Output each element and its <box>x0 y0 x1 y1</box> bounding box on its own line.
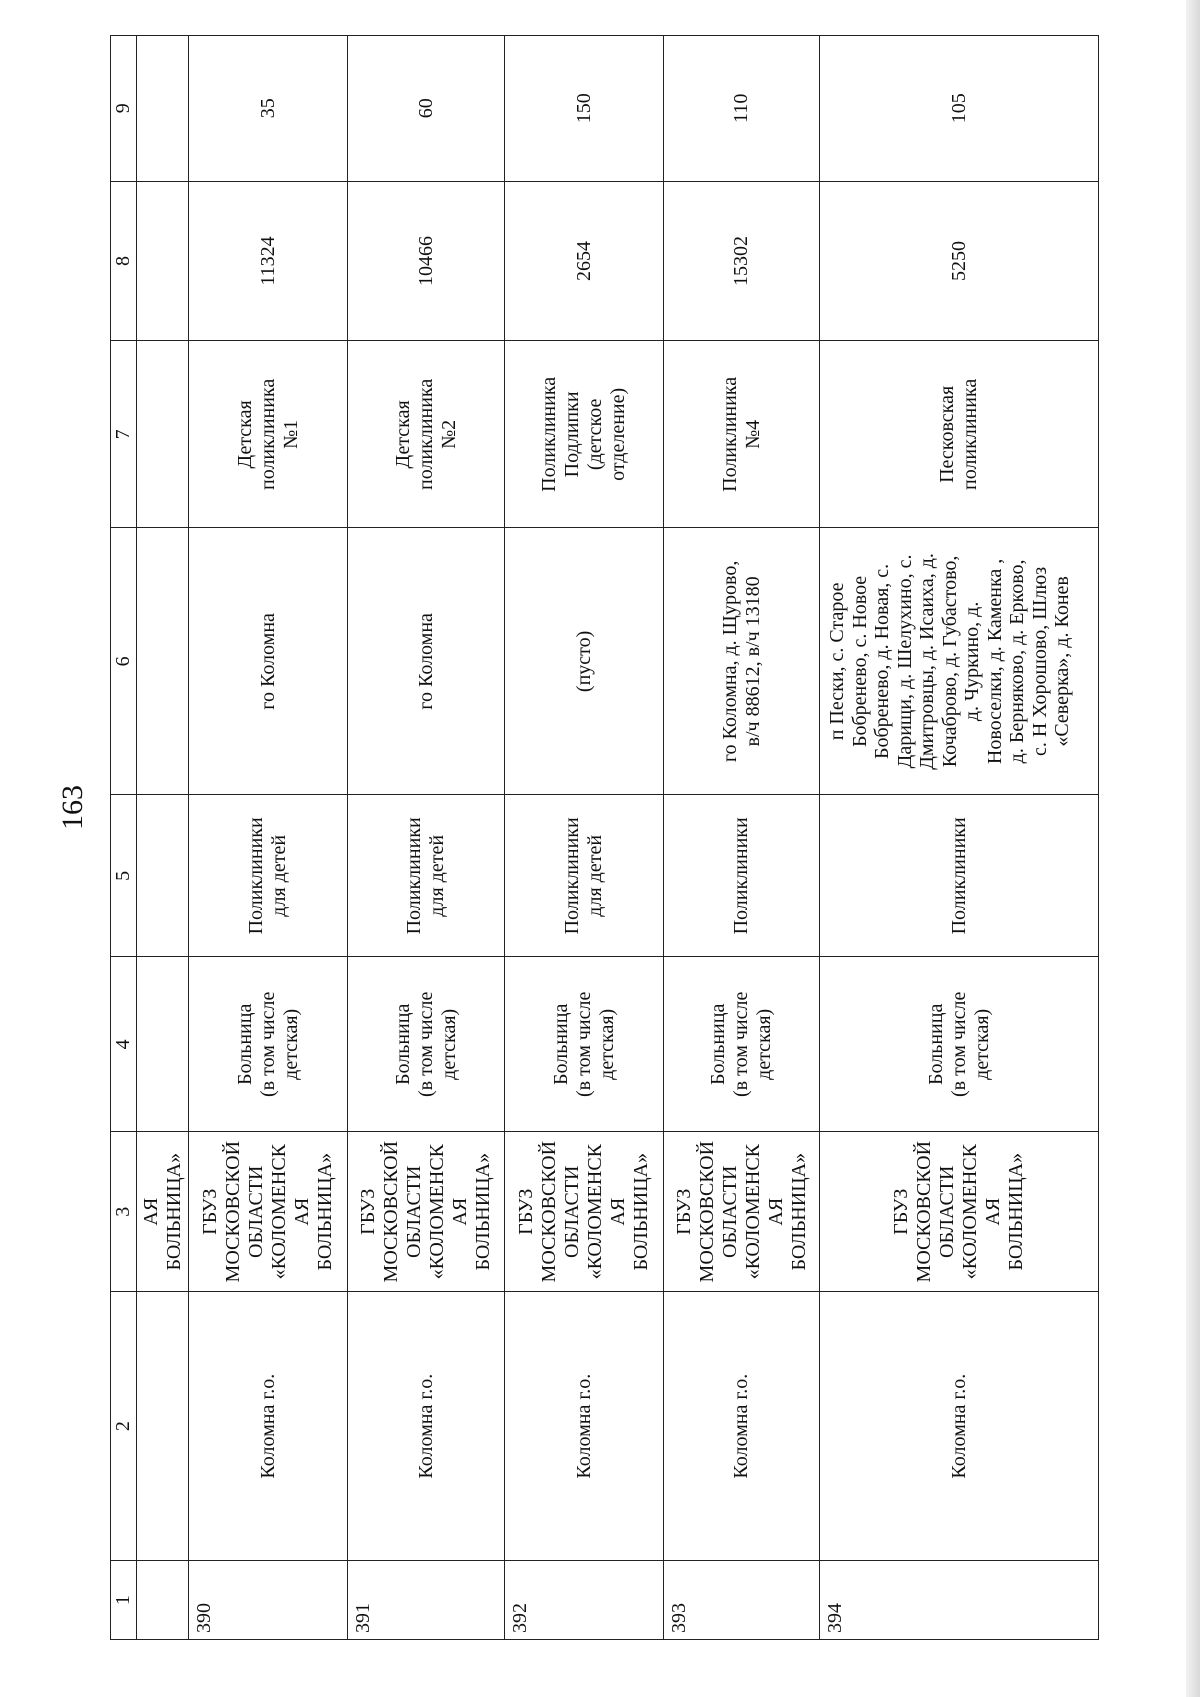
subtype-cell: Поликлиники <box>820 795 1099 957</box>
column-number: 2 <box>111 1292 137 1561</box>
column-number: 3 <box>111 1132 137 1292</box>
value-cell: 110 <box>664 36 820 182</box>
org-cell: ГБУЗ МОСКОВСКОЙ ОБЛАСТИ «КОЛОМЕНСК АЯ БОЛЬНИЦА» <box>348 1132 505 1292</box>
table-row <box>505 36 664 1640</box>
district-cell: Коломна г.о. <box>820 1292 1099 1561</box>
table-row <box>820 36 1099 1640</box>
org-cell: ГБУЗ МОСКОВСКОЙ ОБЛАСТИ «КОЛОМЕНСК АЯ БОЛЬНИЦА» <box>189 1132 348 1292</box>
unit-cell: Детская поликлиника №2 <box>348 341 505 528</box>
continuation-cell <box>137 795 189 957</box>
row-number: 392 <box>505 1561 664 1640</box>
column-number-row <box>111 36 137 1640</box>
unit-cell: Поликлиника Подлипки (детское отделение) <box>505 341 664 528</box>
row-number: 391 <box>348 1561 505 1640</box>
value-cell: 105 <box>820 36 1099 182</box>
value-cell: 35 <box>189 36 348 182</box>
type-cell: Больница (в том числе детская) <box>505 957 664 1132</box>
population-cell: 5250 <box>820 181 1099 341</box>
table-row <box>189 36 348 1640</box>
continuation-cell <box>137 528 189 795</box>
population-cell: 2654 <box>505 181 664 341</box>
district-cell: Коломна г.о. <box>505 1292 664 1561</box>
unit-cell: Детская поликлиника №1 <box>189 341 348 528</box>
population-cell: 11324 <box>189 181 348 341</box>
type-cell: Больница (в том числе детская) <box>189 957 348 1132</box>
org-cell: ГБУЗ МОСКОВСКОЙ ОБЛАСТИ «КОЛОМЕНСК АЯ БОЛЬНИЦА» <box>820 1132 1099 1292</box>
org-cell: ГБУЗ МОСКОВСКОЙ ОБЛАСТИ «КОЛОМЕНСК АЯ БОЛЬНИЦА» <box>664 1132 820 1292</box>
district-cell: Коломна г.о. <box>189 1292 348 1561</box>
address-cell: го Коломна <box>189 528 348 795</box>
value-cell: 150 <box>505 36 664 182</box>
column-number: 5 <box>111 795 137 957</box>
column-number: 1 <box>111 1561 137 1640</box>
column-number: 4 <box>111 957 137 1132</box>
continuation-row <box>137 36 189 1640</box>
continuation-cell <box>137 1561 189 1640</box>
scan-edge <box>1186 0 1200 1697</box>
district-cell: Коломна г.о. <box>664 1292 820 1561</box>
address-cell: п Пески, с. Старое Бобренево, с. Новое Бобренево, д. Новая, с. Дарищи, д. Шелухино, с. Дмитровцы, д. Исаиха, д. Кочаброво, д. Губастово, д. Чуркино, д. Новоселки, д. Каменка , д. Берняково, д. Ерково, с. Н Хорошово, Шлюз «Северка», д. Конев <box>820 528 1099 795</box>
row-number: 393 <box>664 1561 820 1640</box>
page-number: 163 <box>56 785 89 830</box>
district-cell: Коломна г.о. <box>348 1292 505 1561</box>
subtype-cell: Поликлиники для детей <box>505 795 664 957</box>
subtype-cell: Поликлиники для детей <box>189 795 348 957</box>
rotated-table-container <box>110 35 1085 1640</box>
population-cell: 15302 <box>664 181 820 341</box>
unit-cell: Поликлиника №4 <box>664 341 820 528</box>
type-cell: Больница (в том числе детская) <box>820 957 1099 1132</box>
continuation-cell <box>137 36 189 182</box>
continuation-cell <box>137 181 189 341</box>
address-cell: (пусто) <box>505 528 664 795</box>
column-number: 8 <box>111 181 137 341</box>
subtype-cell: Поликлиники для детей <box>348 795 505 957</box>
continuation-cell <box>137 1292 189 1561</box>
continuation-cell <box>137 341 189 528</box>
table-row <box>664 36 820 1640</box>
table-row <box>348 36 505 1640</box>
continuation-cell <box>137 957 189 1132</box>
row-number: 394 <box>820 1561 1099 1640</box>
address-cell: го Коломна <box>348 528 505 795</box>
registry-table <box>110 35 1099 1640</box>
column-number: 7 <box>111 341 137 528</box>
type-cell: Больница (в том числе детская) <box>348 957 505 1132</box>
address-cell: го Коломна, д. Щурово, в/ч 88612, в/ч 13180 <box>664 528 820 795</box>
type-cell: Больница (в том числе детская) <box>664 957 820 1132</box>
continuation-org-cell: АЯ БОЛЬНИЦА» <box>137 1132 189 1292</box>
subtype-cell: Поликлиники <box>664 795 820 957</box>
value-cell: 60 <box>348 36 505 182</box>
row-number: 390 <box>189 1561 348 1640</box>
column-number: 9 <box>111 36 137 182</box>
column-number: 6 <box>111 528 137 795</box>
population-cell: 10466 <box>348 181 505 341</box>
org-cell: ГБУЗ МОСКОВСКОЙ ОБЛАСТИ «КОЛОМЕНСК АЯ БОЛЬНИЦА» <box>505 1132 664 1292</box>
unit-cell: Песковская поликлиника <box>820 341 1099 528</box>
